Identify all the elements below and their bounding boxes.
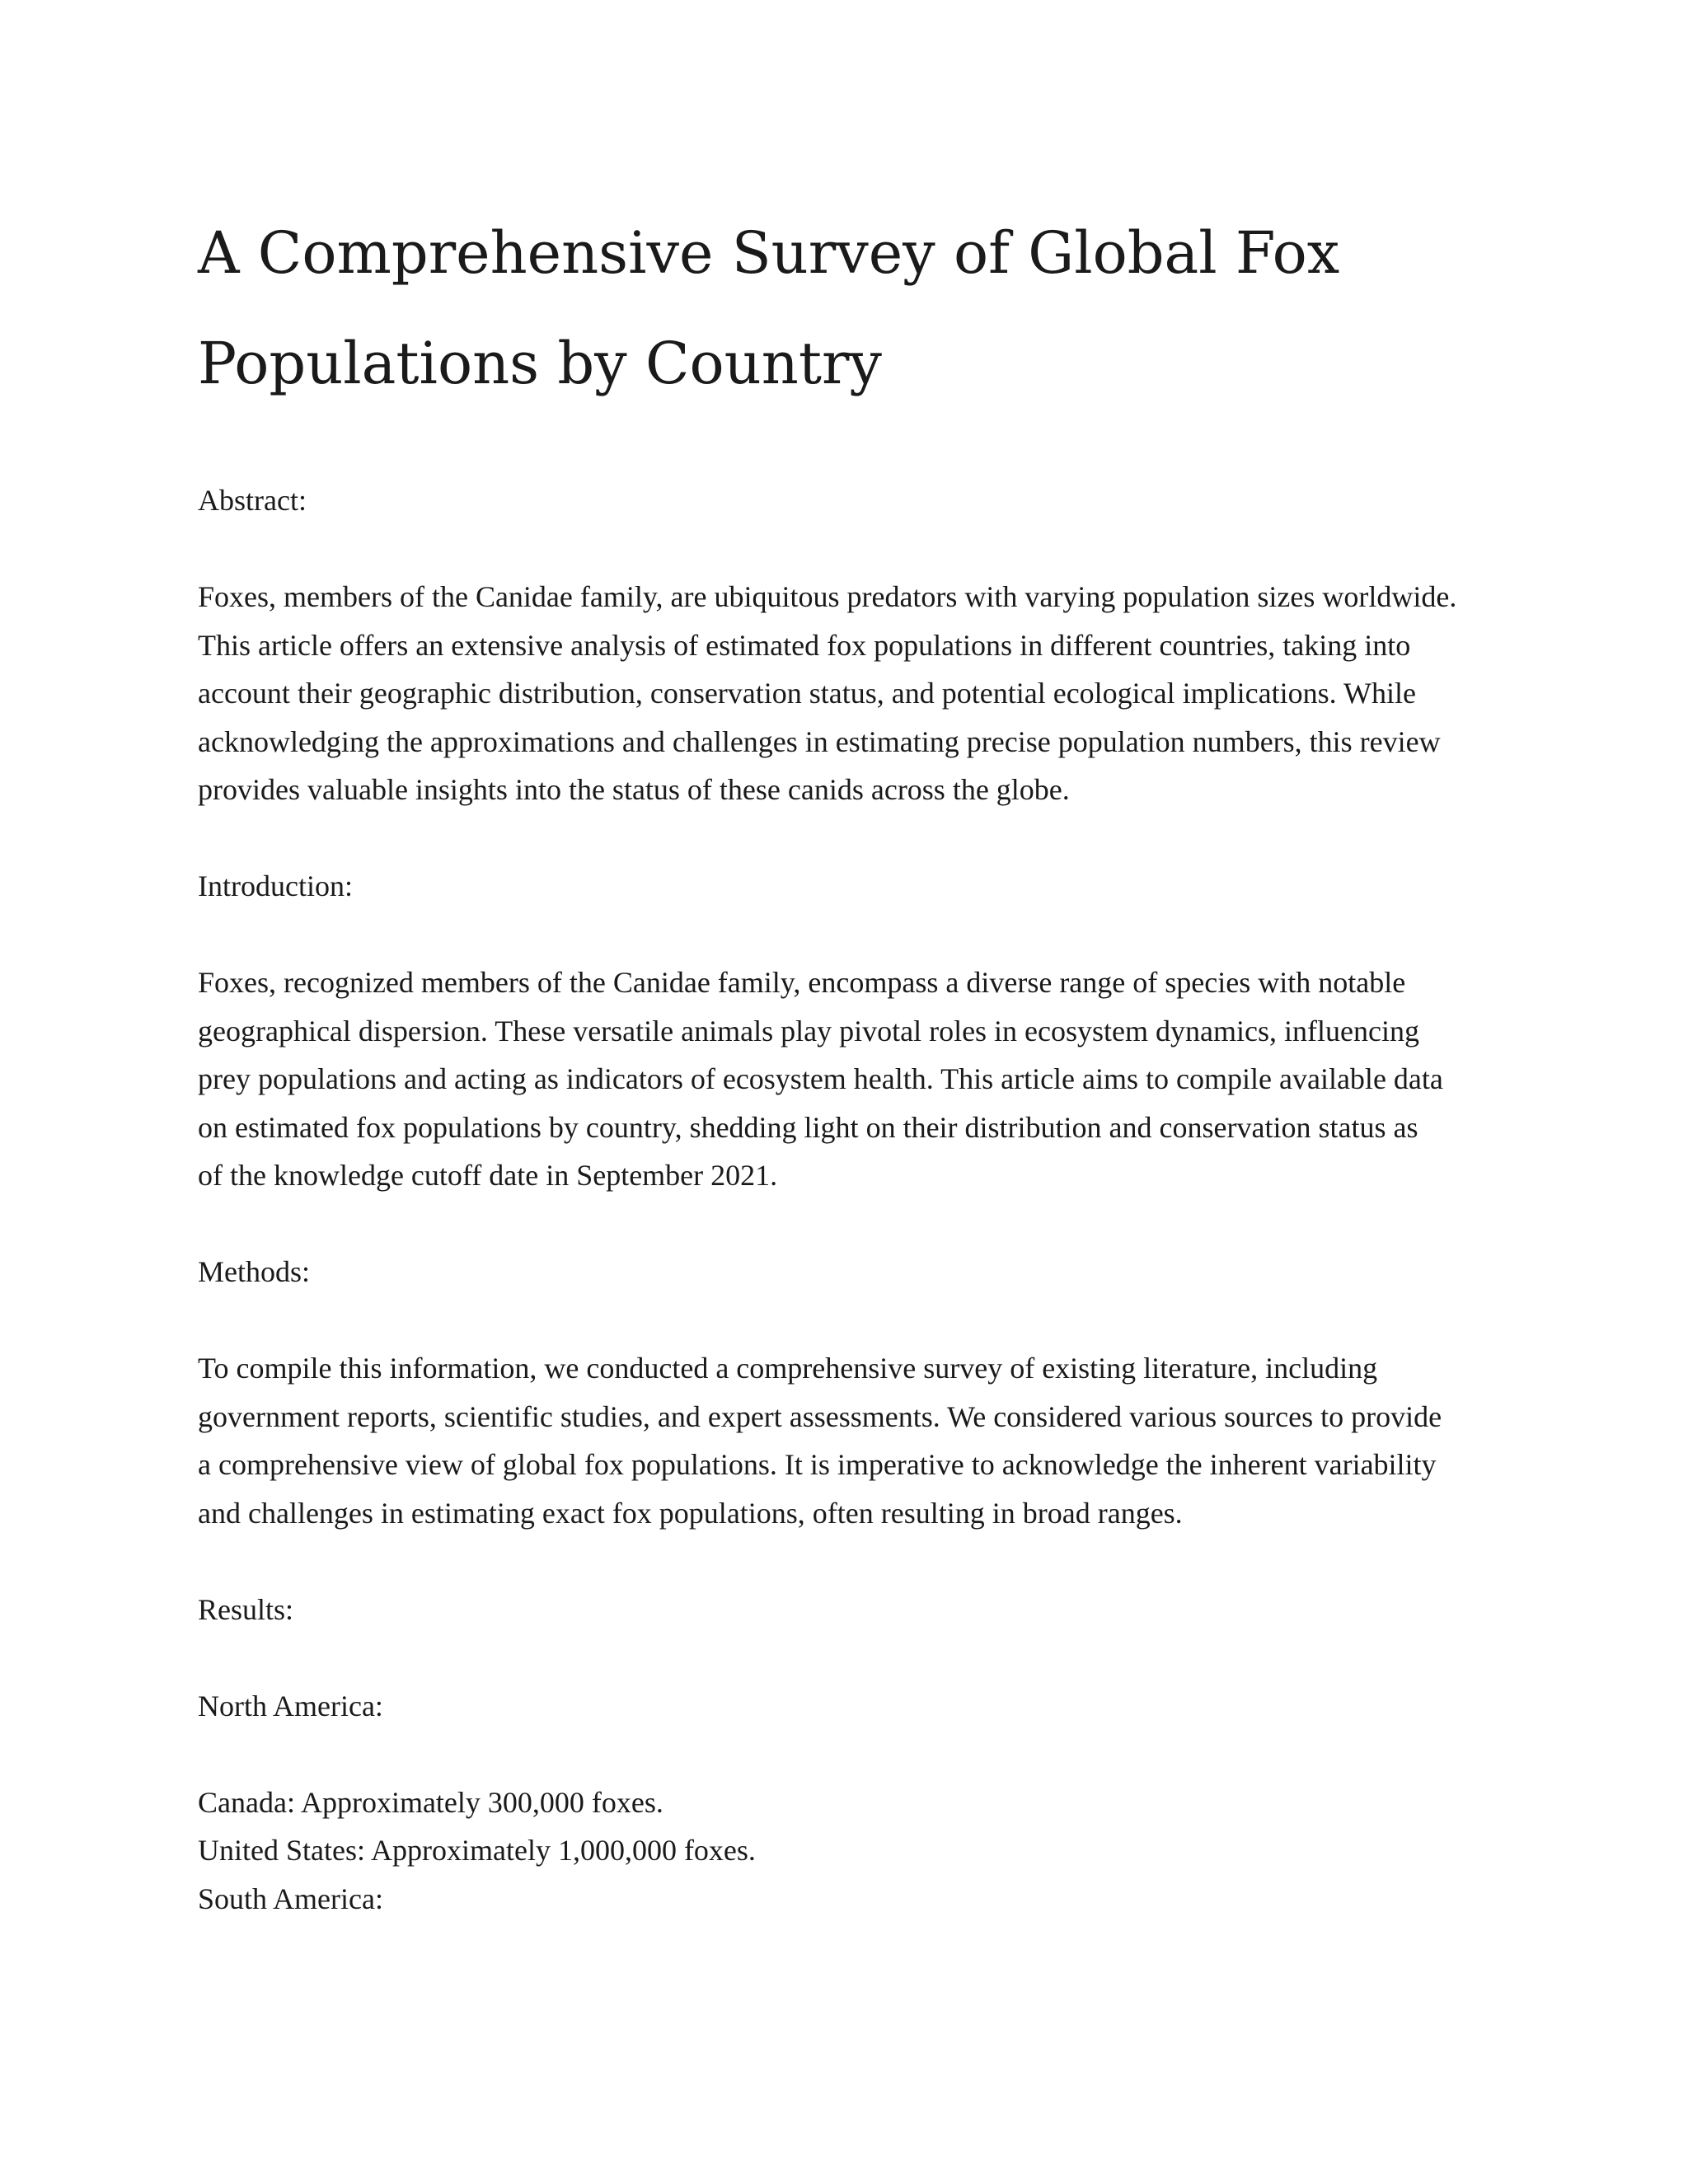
document-title [198,198,1500,419]
methods-heading: Methods: [198,1255,311,1288]
list-item: United States: Approximately 1,000,000 foxes. [198,1834,756,1867]
title-line: A Comprehensive Survey of Global Fox [198,219,1340,287]
results-list [198,1779,1500,1924]
introduction-paragraph [198,958,1500,1200]
text-line: To compile this information, we conducted a comprehensive survey of existing literature, including [198,1352,1378,1385]
text-line: on estimated fox populations by country, shedding light on their distribution and conservation status as [198,1110,1418,1144]
text-line: Foxes, members of the Canidae family, are ubiquitous predators with varying population sizes worldwide. [198,580,1457,613]
results-heading: Results: [198,1592,294,1626]
list-item: Canada: Approximately 300,000 foxes. [198,1785,663,1819]
text-line: prey populations and acting as indicators of ecosystem health. This article aims to compile available data [198,1062,1443,1095]
abstract-heading: Abstract: [198,484,307,517]
methods-paragraph [198,1344,1500,1537]
region-heading: North America: [198,1689,383,1722]
text-line: and challenges in estimating exact fox populations, often resulting in broad ranges. [198,1496,1183,1530]
text-line: government reports, scientific studies, and expert assessments. We considered various sources to provide [198,1399,1442,1433]
text-line: a comprehensive view of global fox populations. It is imperative to acknowledge the inherent variability [198,1448,1437,1481]
introduction-heading: Introduction: [198,869,353,902]
title-line: Populations by Country [198,330,882,397]
text-line: Foxes, recognized members of the Canidae family, encompass a diverse range of species with notable [198,966,1406,999]
text-line: of the knowledge cutoff date in September 2021. [198,1159,778,1192]
text-line: provides valuable insights into the status of these canids across the globe. [198,773,1070,806]
text-line: account their geographic distribution, conservation status, and potential ecological implications. While [198,677,1416,710]
list-item: South America: [198,1882,383,1915]
text-line: acknowledging the approximations and challenges in estimating precise population numbers, this review [198,724,1441,758]
abstract-paragraph [198,573,1500,814]
text-line: This article offers an extensive analysis of estimated fox populations in different countries, taking into [198,628,1411,662]
text-line: geographical dispersion. These versatile animals play pivotal roles in ecosystem dynamics, influencing [198,1014,1419,1047]
document-body [198,476,1500,1923]
document-page [198,198,1500,1923]
